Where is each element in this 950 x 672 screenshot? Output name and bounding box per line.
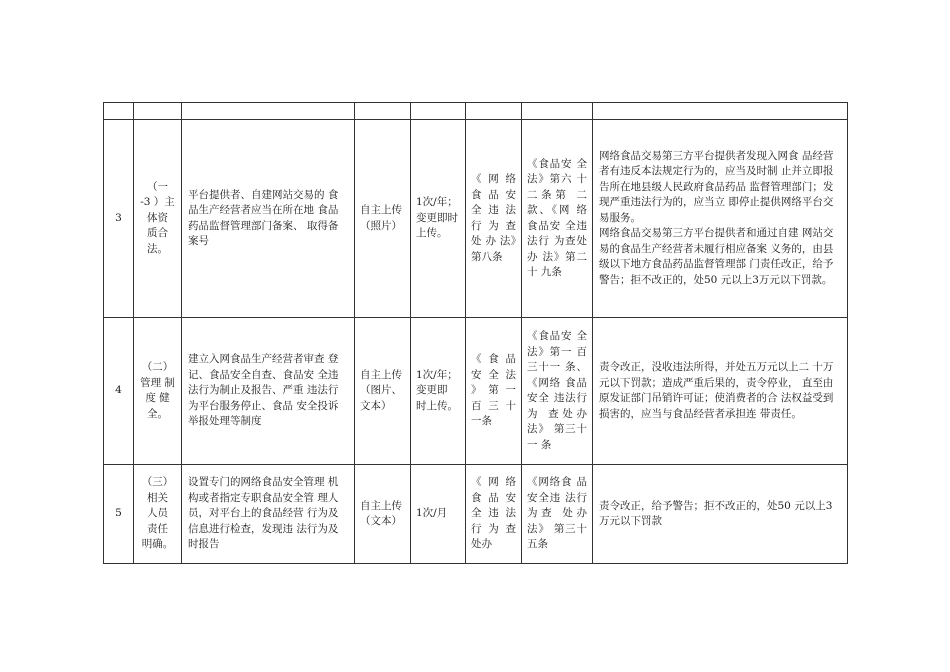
table-row bbox=[104, 120, 848, 318]
header-cell bbox=[522, 103, 593, 120]
inspection-item: （一 -3 ）主 体资 质合 法。 bbox=[134, 120, 182, 318]
header-cell bbox=[104, 103, 134, 120]
penalty-basis: 《网络食 品安全违 法行为查 处办法》 第三十五条 bbox=[522, 465, 593, 564]
header-cell bbox=[355, 103, 411, 120]
submission-method: 自主上传（照片） bbox=[355, 120, 411, 318]
inspection-item: （三） 相关 人员 责任 明确。 bbox=[134, 465, 182, 564]
legal-basis: 《 网 络 食 品 安 全 违 法 行 为 查 处 办 法》第八条 bbox=[466, 120, 522, 318]
header-cell bbox=[593, 103, 848, 120]
row-number: 4 bbox=[104, 318, 134, 465]
header-cell bbox=[182, 103, 355, 120]
row-number: 3 bbox=[104, 120, 134, 318]
legal-basis: 《网络 食 品 安 全 违 法 行 为 查 处办 bbox=[466, 465, 522, 564]
penalty-basis: 《食品安 全法》第一 百三十一 条、《网络 食品安全 违法行为 查处办 法》 第三十一 条 bbox=[522, 318, 593, 465]
header-cell bbox=[411, 103, 466, 120]
submission-frequency: 1次/年；变更即时上传。 bbox=[411, 120, 466, 318]
table-row bbox=[104, 465, 848, 564]
inspection-content: 设置专门的网络食品安全管理 机构或者指定专职食品安全管 理人员，对平台上的食品经营 行为及信息进行检查，发现违 法行为及时报告 bbox=[182, 465, 355, 564]
inspection-item: （二） 管理 制 度 健 全。 bbox=[134, 318, 182, 465]
submission-method: 自主上传（图片、文本） bbox=[355, 318, 411, 465]
penalty-action: 责令改正，没收违法所得，并处五万元以上二 十万元以下罚款；造成严重后果的，责令停业， 直至由原发证部门吊销许可证；使消费者的合 法权益受到损害的，应当与食品经营者承担连 带责任。 bbox=[593, 318, 848, 465]
header-row bbox=[104, 103, 848, 120]
penalty-basis: 《食品安 全法》第六 十二条第 二款、《网 络 食品安 全违法行 为查处办 法》第二十 九条 bbox=[522, 120, 593, 318]
row-number: 5 bbox=[104, 465, 134, 564]
inspection-content: 建立入网食品生产经营者审查 登记、食品安全自查、食品安 全违法行为制止及报告、严重 违法行为平台服务停止、食品 安全投诉举报处理等制度 bbox=[182, 318, 355, 465]
submission-frequency: 1次/月 bbox=[411, 465, 466, 564]
penalty-action: 责令改正，给予警告；拒不改正的，处50 元以上3万元以下罚款 bbox=[593, 465, 848, 564]
legal-basis: 《 食 品 安 全 法 》 第 一 百 三 十一条 bbox=[466, 318, 522, 465]
header-cell bbox=[466, 103, 522, 120]
table-row bbox=[104, 318, 848, 465]
submission-method: 自主上传（文本） bbox=[355, 465, 411, 564]
submission-frequency: 1次/年； 变更即 时上传。 bbox=[411, 318, 466, 465]
penalty-action: 网络食品交易第三方平台提供者发现入网食 品经营者有违反本法规定行为的，应当及时制 止并立即报告所在地县级人民政府食品药品 监督管理部门；发现严重违法行为的，应当立 即停止提供网络平台交易服务。 网络食品交易第三方平台提供者和通过自建 网站交易的食品生产经营者未履行相应备案 义务的，由县级以下地方食品药品监督管理部 门责任改正，给予警告；拒不改正的，处50 元以上3万元以下罚款。 bbox=[593, 120, 848, 318]
header-cell bbox=[134, 103, 182, 120]
inspection-content: 平台提供者、自建网站交易的 食品生产经营者应当在所在地 食品药品监督管理部门备案、 取得备案号 bbox=[182, 120, 355, 318]
regulation-table bbox=[103, 102, 848, 564]
